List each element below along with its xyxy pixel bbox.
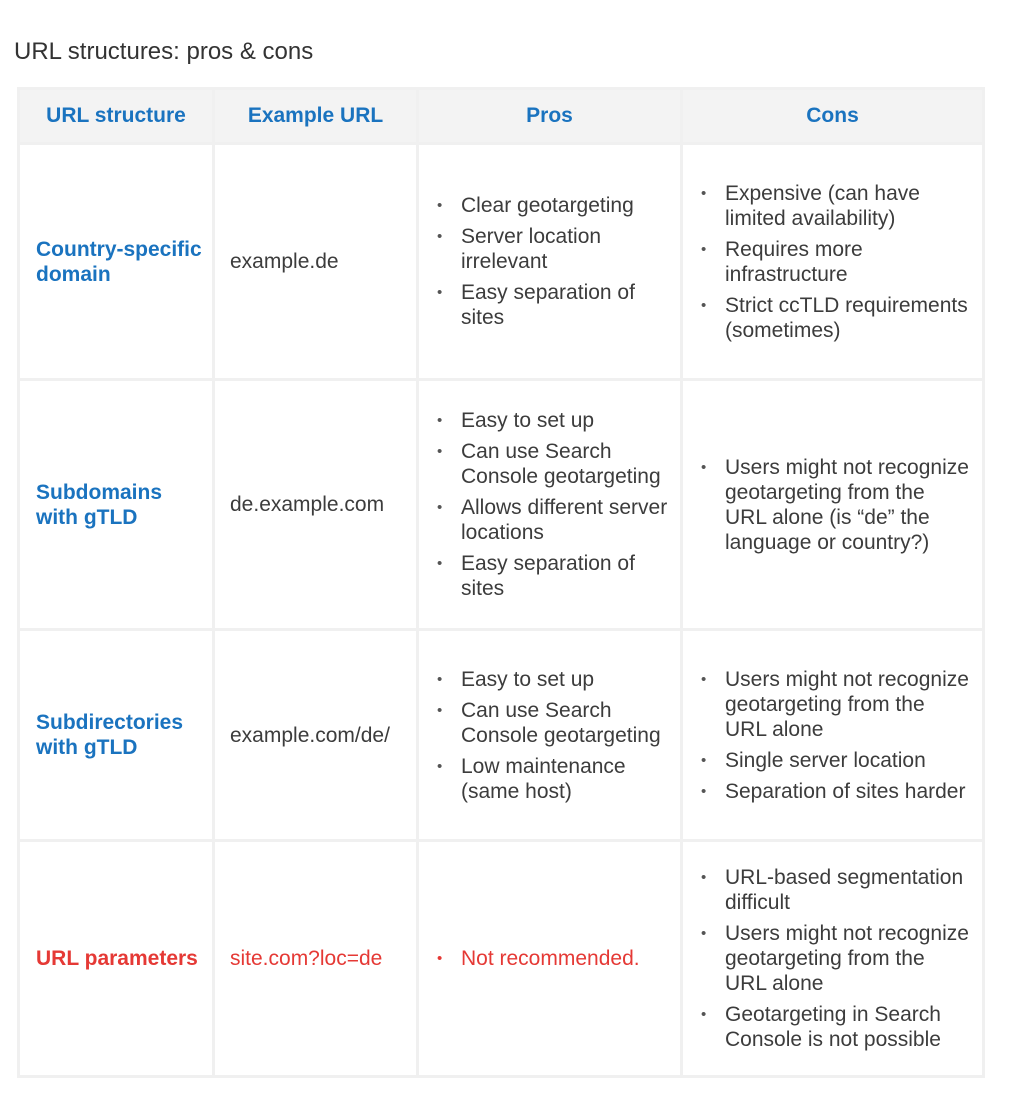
pros-item: • Easy to set up: [437, 408, 668, 433]
pros-item: • Easy separation of sites: [437, 551, 668, 601]
table-row-url-parameters: [20, 842, 982, 1075]
url-structure-cell: Subdomains with gTLD: [20, 381, 212, 628]
cons-item: • Users might not recognize geotargeting from the URL alone: [701, 921, 970, 996]
cons-list: [683, 181, 982, 343]
header-cons: Cons: [683, 90, 982, 142]
cons-cell: [683, 631, 982, 839]
example-url-cell: example.com/de/: [215, 631, 416, 839]
cons-item: • Users might not recognize geotargeting from the URL alone: [701, 667, 970, 742]
pros-list: [419, 946, 680, 971]
pros-cell: [419, 842, 680, 1075]
url-structure-cell: Country-specific domain: [20, 145, 212, 378]
cons-item: • Requires more infrastructure: [701, 237, 970, 287]
cons-cell: [683, 381, 982, 628]
cons-item: • Geotargeting in Search Console is not possible: [701, 1002, 970, 1052]
cons-item: • Strict ccTLD requirements (sometimes): [701, 293, 970, 343]
cons-list: [683, 865, 982, 1052]
example-url-cell: site.com?loc=de: [215, 842, 416, 1075]
pros-item: • Can use Search Console geotargeting: [437, 698, 668, 748]
cons-item: • Expensive (can have limited availability): [701, 181, 970, 231]
pros-item: • Clear geotargeting: [437, 193, 668, 218]
example-url-cell: example.de: [215, 145, 416, 378]
pros-item: • Easy to set up: [437, 667, 668, 692]
cons-item: • Separation of sites harder: [701, 779, 970, 804]
pros-list: [419, 193, 680, 330]
cons-item: • Users might not recognize geotargeting from the URL alone (is “de” the language or country?): [701, 455, 970, 555]
cons-item: • Single server location: [701, 748, 970, 773]
pros-item: • Easy separation of sites: [437, 280, 668, 330]
cons-cell: [683, 145, 982, 378]
url-structures-table: [17, 87, 985, 1078]
pros-cell: [419, 381, 680, 628]
pros-list: [419, 408, 680, 601]
url-structure-cell: Subdirectories with gTLD: [20, 631, 212, 839]
pros-item: • Can use Search Console geotargeting: [437, 439, 668, 489]
header-pros: Pros: [419, 90, 680, 142]
header-example-url: Example URL: [215, 90, 416, 142]
table-row-country-domain: [20, 145, 982, 378]
table-row-subdomains: [20, 381, 982, 628]
pros-item: • Server location irrelevant: [437, 224, 668, 274]
example-url-cell: de.example.com: [215, 381, 416, 628]
not-recommended-note: • Not recommended.: [437, 946, 668, 971]
pros-item: • Allows different server locations: [437, 495, 668, 545]
pros-list: [419, 667, 680, 804]
cons-cell: [683, 842, 982, 1075]
cons-list: [683, 455, 982, 555]
table-row-subdirectories: [20, 631, 982, 839]
table-header-row: [20, 90, 982, 142]
pros-item: • Low maintenance (same host): [437, 754, 668, 804]
url-structure-cell: URL parameters: [20, 842, 212, 1075]
page-title: URL structures: pros & cons: [14, 38, 314, 65]
cons-item: • URL-based segmentation difficult: [701, 865, 970, 915]
pros-cell: [419, 145, 680, 378]
cons-list: [683, 667, 982, 804]
pros-cell: [419, 631, 680, 839]
header-url-structure: URL structure: [20, 90, 212, 142]
